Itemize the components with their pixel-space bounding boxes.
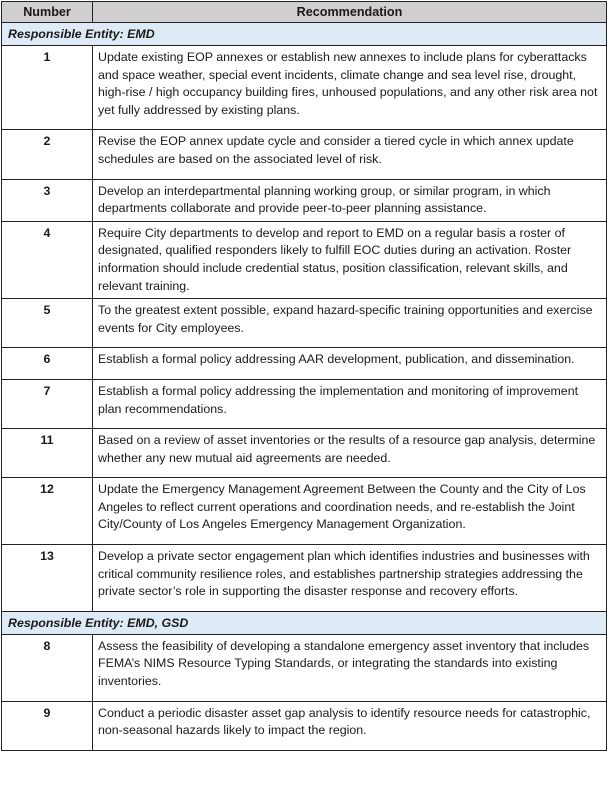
recommendation-text: Update existing EOP annexes or establish new annexes to include plans for cyberattacks and space weather, special event incidents, climate change and sea level rise, drought, high-rise / high occupancy building fires, unhoused populations, and any other risk area not yet fully addressed by existing plans. xyxy=(93,46,607,130)
section-title: Responsible Entity: EMD xyxy=(2,23,607,46)
recommendation-number: 8 xyxy=(2,634,93,701)
recommendation-number: 5 xyxy=(2,299,93,348)
table-row xyxy=(2,299,607,348)
recommendation-number: 13 xyxy=(2,545,93,612)
recommendation-text: Update the Emergency Management Agreement Between the County and the City of Los Angeles to reflect current operations and coordination needs, and re-establish the Joint City/County of Los Angeles Emergency Management Organization. xyxy=(93,478,607,545)
column-header-number: Number xyxy=(2,2,93,23)
table-row xyxy=(2,179,607,221)
table-body xyxy=(2,23,607,751)
recommendation-text: Conduct a periodic disaster asset gap analysis to identify resource needs for catastrophic, non-seasonal hazards likely to impact the region. xyxy=(93,701,607,750)
header-row xyxy=(2,2,607,23)
table-row xyxy=(2,46,607,130)
recommendation-text: Develop an interdepartmental planning working group, or similar program, in which departments collaborate and provide peer-to-peer planning assistance. xyxy=(93,179,607,221)
section-row xyxy=(2,611,607,634)
recommendation-text: Develop a private sector engagement plan which identifies industries and businesses with critical community resilience roles, and establishes partnership strategies addressing the private sector’s role in supporting the disaster response and recovery efforts. xyxy=(93,545,607,612)
table-row xyxy=(2,478,607,545)
table-row xyxy=(2,348,607,380)
recommendation-number: 6 xyxy=(2,348,93,380)
recommendation-number: 12 xyxy=(2,478,93,545)
section-row xyxy=(2,23,607,46)
recommendation-text: Based on a review of asset inventories or the results of a resource gap analysis, determine whether any new mutual aid agreements are needed. xyxy=(93,429,607,478)
table-row xyxy=(2,130,607,179)
table-row xyxy=(2,634,607,701)
recommendation-text: To the greatest extent possible, expand hazard-specific training opportunities and exercise events for City employees. xyxy=(93,299,607,348)
recommendations-table xyxy=(1,1,607,751)
recommendation-number: 7 xyxy=(2,379,93,428)
recommendation-text: Establish a formal policy addressing the implementation and monitoring of improvement plan recommendations. xyxy=(93,379,607,428)
recommendation-number: 9 xyxy=(2,701,93,750)
recommendation-number: 1 xyxy=(2,46,93,130)
recommendation-number: 4 xyxy=(2,221,93,298)
recommendation-number: 11 xyxy=(2,429,93,478)
recommendation-number: 2 xyxy=(2,130,93,179)
recommendation-text: Require City departments to develop and report to EMD on a regular basis a roster of designated, qualified responders likely to fulfill EOC duties during an activation. Roster information should include credential status, position classification, relevant skills, and relevant training. xyxy=(93,221,607,298)
table-row xyxy=(2,545,607,612)
table-row xyxy=(2,701,607,750)
section-title: Responsible Entity: EMD, GSD xyxy=(2,611,607,634)
table-row xyxy=(2,429,607,478)
recommendation-text: Revise the EOP annex update cycle and consider a tiered cycle in which annex update schedules are based on the associated level of risk. xyxy=(93,130,607,179)
recommendation-text: Establish a formal policy addressing AAR development, publication, and dissemination. xyxy=(93,348,607,380)
recommendation-number: 3 xyxy=(2,179,93,221)
column-header-recommendation: Recommendation xyxy=(93,2,607,23)
table-row xyxy=(2,221,607,298)
table-row xyxy=(2,379,607,428)
recommendation-text: Assess the feasibility of developing a standalone emergency asset inventory that includes FEMA’s NIMS Resource Typing Standards, or integrating the standards into existing inventories. xyxy=(93,634,607,701)
